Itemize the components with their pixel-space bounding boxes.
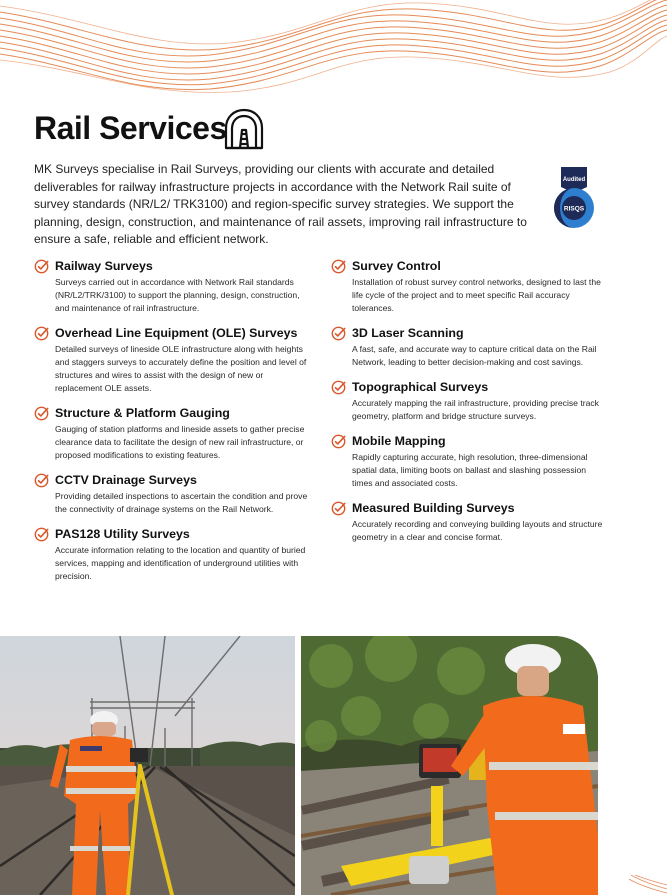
service-description: A fast, safe, and accurate way to capture critical data on the Rail Network, leading to better decision-making and cost savings. <box>352 344 597 367</box>
check-circle-icon <box>331 501 346 516</box>
service-title: 3D Laser Scanning <box>352 326 464 340</box>
badge-audited-label: Audited <box>562 177 586 183</box>
service-description: Rapidly capturing accurate, high resolution, three-dimensional spatial data, limiting boots on ballast and slashing possession times and associated costs. <box>352 452 588 488</box>
check-circle-icon <box>34 473 49 488</box>
decorative-waves <box>0 0 667 95</box>
service-item <box>331 325 606 369</box>
service-title: Measured Building Surveys <box>352 501 515 515</box>
service-item <box>331 379 606 423</box>
service-description: Gauging of station platforms and lineside assets to gather precise clearance data to facilitate the design of new rail infrastructure, or proposed modifications to existing features. <box>55 424 305 460</box>
check-circle-icon <box>331 326 346 341</box>
tunnel-icon <box>223 108 265 150</box>
check-circle-icon <box>34 259 49 274</box>
service-item <box>34 405 309 462</box>
check-circle-icon <box>34 406 49 421</box>
badge-risqs-label: RISQS <box>563 205 585 213</box>
service-item <box>34 526 309 583</box>
service-title: PAS128 Utility Surveys <box>55 527 190 541</box>
service-item <box>331 500 606 544</box>
service-title: Topographical Surveys <box>352 380 489 394</box>
service-description: Accurately mapping the rail infrastructure, providing precise track geometry, platform and bridge structure surveys. <box>352 398 599 421</box>
service-description: Detailed surveys of lineside OLE infrastructure along with heights and staggers surveys to accurately define the position and level of structures and wires to assist with the design of new or replacement OLE assets. <box>55 344 307 393</box>
service-title: CCTV Drainage Surveys <box>55 473 197 487</box>
risqs-audited-badge <box>551 167 597 229</box>
service-item <box>331 258 606 315</box>
service-item <box>34 472 309 516</box>
check-circle-icon <box>331 259 346 274</box>
service-item <box>34 258 309 315</box>
service-description: Providing detailed inspections to ascertain the condition and prove the connectivity of drainage systems on the Rail Network. <box>55 491 308 514</box>
check-circle-icon <box>331 380 346 395</box>
check-circle-icon <box>34 527 49 542</box>
intro-paragraph: MK Surveys specialise in Rail Surveys, providing our clients with accurate and detailed deliverables for railway infrastructure projects in accordance with the Network Rail suite of survey standards (NR/L2/ TRK3100) and region-specific survey strategies. We support the planning, design, construction, and maintenance of rail assets, improving rail infrastructure to ensure a safe, reliable and efficient network. <box>34 162 527 247</box>
services-left-column <box>34 258 309 583</box>
service-description: Surveys carried out in accordance with Network Rail standards (NR/L2/TRK/3100) to support the planning, design, construction, and maintenance of rail infrastructure. <box>55 277 300 313</box>
service-title: Survey Control <box>352 259 441 273</box>
service-description: Accurately recording and conveying building layouts and structure geometry in a clear and concise format. <box>352 519 603 542</box>
service-description: Installation of robust survey control networks, designed to last the life cycle of the project and to meet specific Rail accuracy tolerances. <box>352 277 601 313</box>
service-title: Mobile Mapping <box>352 434 446 448</box>
service-description: Accurate information relating to the location and quantity of buried services, mapping and identification of underground utilities with precision. <box>55 545 306 581</box>
service-title: Overhead Line Equipment (OLE) Surveys <box>55 326 298 340</box>
check-circle-icon <box>34 326 49 341</box>
service-title: Structure & Platform Gauging <box>55 406 230 420</box>
decorative-waves-corner <box>627 875 667 895</box>
service-title: Railway Surveys <box>55 259 153 273</box>
service-item <box>331 433 606 490</box>
service-item <box>34 325 309 395</box>
check-circle-icon <box>331 434 346 449</box>
services-right-column <box>331 258 606 544</box>
photo-track-scanner <box>301 636 598 895</box>
photo-ole-surveyor <box>0 636 295 895</box>
page-title: Rail Services <box>34 110 227 146</box>
